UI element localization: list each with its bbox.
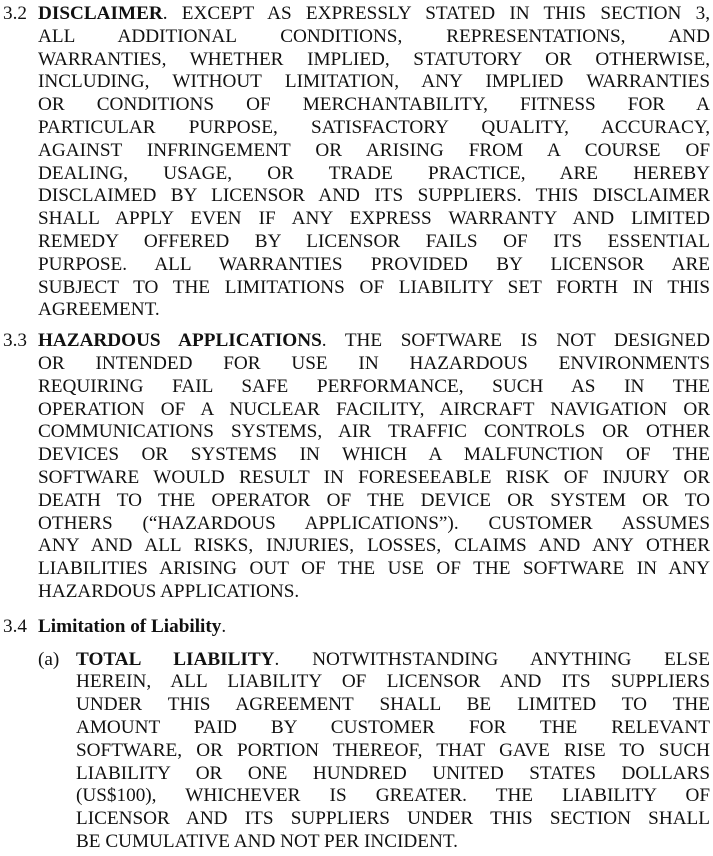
text-line bbox=[38, 299, 710, 322]
text-line bbox=[38, 558, 710, 581]
text-line bbox=[38, 117, 710, 140]
line-text: SHALL APPLY EVEN IF ANY EXPRESS WARRANTY AND LIMITED bbox=[38, 208, 710, 230]
line-text: SOFTWARE WOULD RESULT IN FORESEEABLE RISK OF INJURY OR bbox=[38, 466, 710, 488]
text-line bbox=[38, 140, 710, 163]
line-text: DEVICES OR SYSTEMS IN WHICH A MALFUNCTION OF THE bbox=[38, 444, 710, 466]
text-line bbox=[38, 26, 710, 49]
line-text: OPERATION OF A NUCLEAR FACILITY, AIRCRAFT NAVIGATION OR bbox=[38, 398, 710, 420]
line-text: HAZARDOUS APPLICATIONS. bbox=[38, 580, 300, 602]
section-heading: HAZARDOUS APPLICATIONS bbox=[38, 330, 322, 352]
line-text: REQUIRING FAIL SAFE PERFORMANCE, SUCH AS IN THE bbox=[38, 375, 710, 397]
line-text: SOFTWARE, OR PORTION THEREOF, THAT GAVE RISE TO SUCH bbox=[76, 739, 710, 761]
text-line bbox=[76, 831, 710, 854]
text-line bbox=[38, 421, 710, 444]
line-text: . bbox=[221, 615, 227, 637]
text-line bbox=[38, 254, 710, 277]
line-text: SUBJECT TO THE LIMITATIONS OF LIABILITY SET FORTH IN THIS bbox=[38, 276, 710, 298]
text-line bbox=[38, 3, 710, 26]
line-text: AMOUNT PAID BY CUSTOMER FOR THE RELEVANT bbox=[76, 716, 710, 738]
section-heading: DISCLAIMER bbox=[38, 3, 163, 24]
text-line bbox=[38, 467, 710, 490]
text-line bbox=[76, 808, 710, 831]
line-text: OR CONDITIONS OF MERCHANTABILITY, FITNESS FOR A bbox=[38, 94, 710, 116]
line-text: OTHERS (“HAZARDOUS APPLICATIONS”). CUSTOMER ASSUMES bbox=[38, 512, 710, 534]
text-line bbox=[76, 763, 710, 786]
line-text: . THE SOFTWARE IS NOT DESIGNED bbox=[321, 330, 710, 352]
section-number: 3.3 bbox=[3, 330, 27, 352]
section-number: 3.4 bbox=[3, 615, 27, 637]
text-line bbox=[38, 513, 710, 536]
section-s34a bbox=[0, 649, 713, 854]
line-text: LICENSOR AND ITS SUPPLIERS UNDER THIS SECTION SHALL bbox=[76, 808, 710, 830]
line-text: HEREIN, ALL LIABILITY OF LICENSOR AND ITS SUPPLIERS bbox=[76, 671, 710, 693]
line-text: DEATH TO THE OPERATOR OF THE DEVICE OR SYSTEM OR TO bbox=[38, 489, 710, 511]
line-text: PURPOSE. ALL WARRANTIES PROVIDED BY LICENSOR ARE bbox=[38, 253, 710, 275]
text-line bbox=[38, 616, 710, 639]
text-line bbox=[38, 581, 710, 604]
section-s32 bbox=[0, 3, 713, 322]
line-text: INCLUDING, WITHOUT LIMITATION, ANY IMPLIED WARRANTIES bbox=[38, 71, 710, 93]
text-line bbox=[38, 376, 710, 399]
text-line bbox=[38, 353, 710, 376]
section-s33 bbox=[0, 330, 713, 604]
text-line bbox=[76, 694, 710, 717]
line-text: PARTICULAR PURPOSE, SATISFACTORY QUALITY, ACCURACY, bbox=[38, 116, 710, 138]
text-line bbox=[38, 490, 710, 513]
text-line bbox=[76, 740, 710, 763]
line-text: WARRANTIES, WHETHER IMPLIED, STATUTORY OR OTHERWISE, bbox=[38, 48, 710, 70]
text-line bbox=[38, 399, 710, 422]
line-text: BE CUMULATIVE AND NOT PER INCIDENT. bbox=[76, 830, 458, 852]
text-line bbox=[38, 71, 710, 94]
line-text: OR INTENDED FOR USE IN HAZARDOUS ENVIRONMENTS bbox=[38, 352, 710, 374]
line-text: LIABILITY OR ONE HUNDRED UNITED STATES DOLLARS bbox=[76, 762, 710, 784]
text-line bbox=[76, 649, 710, 672]
line-text: LIABILITIES ARISING OUT OF THE USE OF THE SOFTWARE IN ANY bbox=[38, 558, 710, 580]
line-text: REMEDY OFFERED BY LICENSOR FAILS OF ITS ESSENTIAL bbox=[38, 230, 710, 252]
text-line bbox=[38, 94, 710, 117]
line-text: ANY AND ALL RISKS, INJURIES, LOSSES, CLAIMS AND ANY OTHER bbox=[38, 535, 710, 557]
section-number: (a) bbox=[38, 648, 60, 670]
text-line bbox=[38, 163, 710, 186]
line-text: ALL ADDITIONAL CONDITIONS, REPRESENTATIONS, AND bbox=[38, 25, 710, 47]
section-heading: Limitation of Liability bbox=[38, 615, 222, 637]
line-text: UNDER THIS AGREEMENT SHALL BE LIMITED TO THE bbox=[76, 694, 710, 716]
text-line bbox=[76, 785, 710, 808]
text-line bbox=[76, 671, 710, 694]
section-heading: TOTAL LIABILITY bbox=[76, 648, 275, 670]
line-text: (US$100), WHICHEVER IS GREATER. THE LIABILITY OF bbox=[76, 785, 710, 807]
text-line bbox=[38, 231, 710, 254]
line-text: . NOTWITHSTANDING ANYTHING ELSE bbox=[274, 648, 711, 670]
text-line bbox=[38, 49, 710, 72]
line-text: AGREEMENT. bbox=[38, 299, 160, 321]
section-s34 bbox=[0, 616, 713, 639]
text-line bbox=[38, 208, 710, 231]
line-text: . EXCEPT AS EXPRESSLY STATED IN THIS SECTION 3, bbox=[162, 3, 710, 24]
line-text: AGAINST INFRINGEMENT OR ARISING FROM A COURSE OF bbox=[38, 139, 710, 161]
line-text: DEALING, USAGE, OR TRADE PRACTICE, ARE HEREBY bbox=[38, 162, 710, 184]
text-line bbox=[38, 535, 710, 558]
text-line bbox=[38, 330, 710, 353]
line-text: COMMUNICATIONS SYSTEMS, AIR TRAFFIC CONTROLS OR OTHER bbox=[38, 421, 710, 443]
text-line bbox=[38, 185, 710, 208]
text-line bbox=[38, 277, 710, 300]
text-line bbox=[76, 717, 710, 740]
line-text: DISCLAIMED BY LICENSOR AND ITS SUPPLIERS. THIS DISCLAIMER bbox=[38, 185, 710, 207]
text-line bbox=[38, 444, 710, 467]
section-number: 3.2 bbox=[3, 3, 27, 24]
